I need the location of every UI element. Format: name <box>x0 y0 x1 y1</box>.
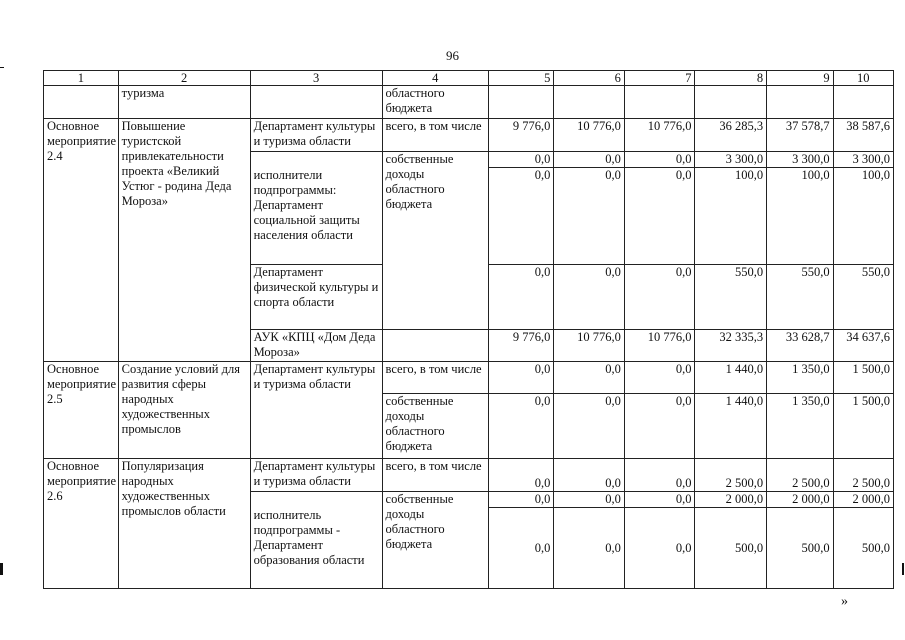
value-cell: 0,0 <box>554 508 625 589</box>
table-cell <box>382 330 488 362</box>
column-number: 2 <box>118 71 250 86</box>
value-cell: 1 350,0 <box>767 394 833 459</box>
activity-label: Основное мероприятие 2.6 <box>44 459 119 589</box>
value-cell: 100,0 <box>695 168 767 265</box>
value-cell: 2 000,0 <box>767 492 833 508</box>
value-cell: 2 500,0 <box>695 459 767 492</box>
column-number: 6 <box>554 71 625 86</box>
responsible-department: Департамент культуры и туризма области <box>250 459 382 492</box>
value-cell: 0,0 <box>624 492 695 508</box>
left-margin-mark <box>0 563 3 575</box>
table-cell <box>833 86 893 119</box>
executor-cell: АУК «КПЦ «Дом Деда Мороза» <box>250 330 382 362</box>
column-number-row <box>44 71 894 86</box>
value-cell: 3 300,0 <box>695 152 767 168</box>
value-cell: 2 500,0 <box>833 459 893 492</box>
executor-cell: Департамент физической культуры и спорта области <box>250 265 382 330</box>
value-cell: 36 285,3 <box>695 119 767 152</box>
value-cell: 1 500,0 <box>833 394 893 459</box>
value-cell: 500,0 <box>695 508 767 589</box>
table-cell: областного бюджета <box>382 86 488 119</box>
table-row <box>44 362 894 394</box>
value-cell: 3 300,0 <box>767 152 833 168</box>
value-cell: 1 440,0 <box>695 394 767 459</box>
funding-label: всего, в том числе <box>382 119 488 152</box>
executor-cell: исполнитель подпрограммы - Департамент образования области <box>250 508 382 589</box>
column-number: 4 <box>382 71 488 86</box>
activity-name: Создание условий для развития сферы народных художественных промыслов <box>118 362 250 459</box>
value-cell: 0,0 <box>488 508 553 589</box>
value-cell: 0,0 <box>488 459 553 492</box>
value-cell: 500,0 <box>833 508 893 589</box>
column-number: 9 <box>767 71 833 86</box>
table-cell <box>488 86 553 119</box>
value-cell: 10 776,0 <box>554 330 625 362</box>
activity-label: Основное мероприятие 2.5 <box>44 362 119 459</box>
table-cell <box>695 86 767 119</box>
value-cell: 0,0 <box>624 459 695 492</box>
value-cell: 32 335,3 <box>695 330 767 362</box>
funding-label: собственные доходы областного бюджета <box>382 152 488 330</box>
value-cell: 0,0 <box>488 394 553 459</box>
value-cell: 0,0 <box>624 265 695 330</box>
value-cell: 38 587,6 <box>833 119 893 152</box>
value-cell: 0,0 <box>624 394 695 459</box>
value-cell: 3 300,0 <box>833 152 893 168</box>
value-cell: 37 578,7 <box>767 119 833 152</box>
value-cell: 1 440,0 <box>695 362 767 394</box>
value-cell: 0,0 <box>488 265 553 330</box>
value-cell: 0,0 <box>554 492 625 508</box>
table-cell <box>250 152 382 168</box>
value-cell: 0,0 <box>554 265 625 330</box>
value-cell: 10 776,0 <box>624 330 695 362</box>
funding-label: собственные доходы областного бюджета <box>382 394 488 459</box>
activity-label: Основное мероприятие 2.4 <box>44 119 119 362</box>
value-cell: 550,0 <box>767 265 833 330</box>
value-cell: 0,0 <box>554 394 625 459</box>
value-cell: 1 350,0 <box>767 362 833 394</box>
value-cell: 550,0 <box>695 265 767 330</box>
table-cell <box>624 86 695 119</box>
value-cell: 0,0 <box>624 362 695 394</box>
value-cell: 0,0 <box>488 362 553 394</box>
value-cell: 2 000,0 <box>695 492 767 508</box>
funding-label: собственные доходы областного бюджета <box>382 492 488 589</box>
value-cell: 2 000,0 <box>833 492 893 508</box>
value-cell: 0,0 <box>488 168 553 265</box>
right-margin-mark <box>902 563 904 575</box>
budget-table <box>43 70 894 589</box>
column-number: 5 <box>488 71 553 86</box>
activity-name: Повышение туристской привлекательности проекта «Великий Устюг - родина Деда Мороза» <box>118 119 250 362</box>
table-row <box>44 119 894 152</box>
value-cell: 10 776,0 <box>554 119 625 152</box>
value-cell: 0,0 <box>624 152 695 168</box>
value-cell: 0,0 <box>554 152 625 168</box>
table-cell <box>250 86 382 119</box>
table-cell <box>250 492 382 508</box>
table-cell: туризма <box>118 86 250 119</box>
value-cell: 33 628,7 <box>767 330 833 362</box>
column-number: 7 <box>624 71 695 86</box>
value-cell: 0,0 <box>554 459 625 492</box>
activity-name: Популяризация народных художественных промыслов области <box>118 459 250 589</box>
closing-quote-mark: » <box>841 594 848 609</box>
value-cell: 10 776,0 <box>624 119 695 152</box>
value-cell: 34 637,6 <box>833 330 893 362</box>
column-number: 3 <box>250 71 382 86</box>
value-cell: 500,0 <box>767 508 833 589</box>
value-cell: 1 500,0 <box>833 362 893 394</box>
value-cell: 100,0 <box>833 168 893 265</box>
value-cell: 0,0 <box>488 492 553 508</box>
value-cell: 100,0 <box>767 168 833 265</box>
column-number: 10 <box>833 71 893 86</box>
column-number: 8 <box>695 71 767 86</box>
left-margin-mark <box>0 67 4 68</box>
table-cell <box>554 86 625 119</box>
responsible-department: Департамент культуры и туризма области <box>250 362 382 459</box>
responsible-department: Департамент культуры и туризма области <box>250 119 382 152</box>
value-cell: 9 776,0 <box>488 330 553 362</box>
value-cell: 0,0 <box>488 152 553 168</box>
funding-label: всего, в том числе <box>382 362 488 394</box>
value-cell: 0,0 <box>624 508 695 589</box>
value-cell: 0,0 <box>554 168 625 265</box>
value-cell: 0,0 <box>554 362 625 394</box>
value-cell: 0,0 <box>624 168 695 265</box>
value-cell: 550,0 <box>833 265 893 330</box>
table-cell <box>767 86 833 119</box>
funding-label: всего, в том числе <box>382 459 488 492</box>
page-number: 96 <box>446 48 459 63</box>
table-row <box>44 459 894 492</box>
value-cell: 9 776,0 <box>488 119 553 152</box>
executor-cell: исполнители подпрограммы: Департамент социальной защиты населения области <box>250 168 382 265</box>
table-row <box>44 86 894 119</box>
column-number: 1 <box>44 71 119 86</box>
table-cell <box>44 86 119 119</box>
value-cell: 2 500,0 <box>767 459 833 492</box>
